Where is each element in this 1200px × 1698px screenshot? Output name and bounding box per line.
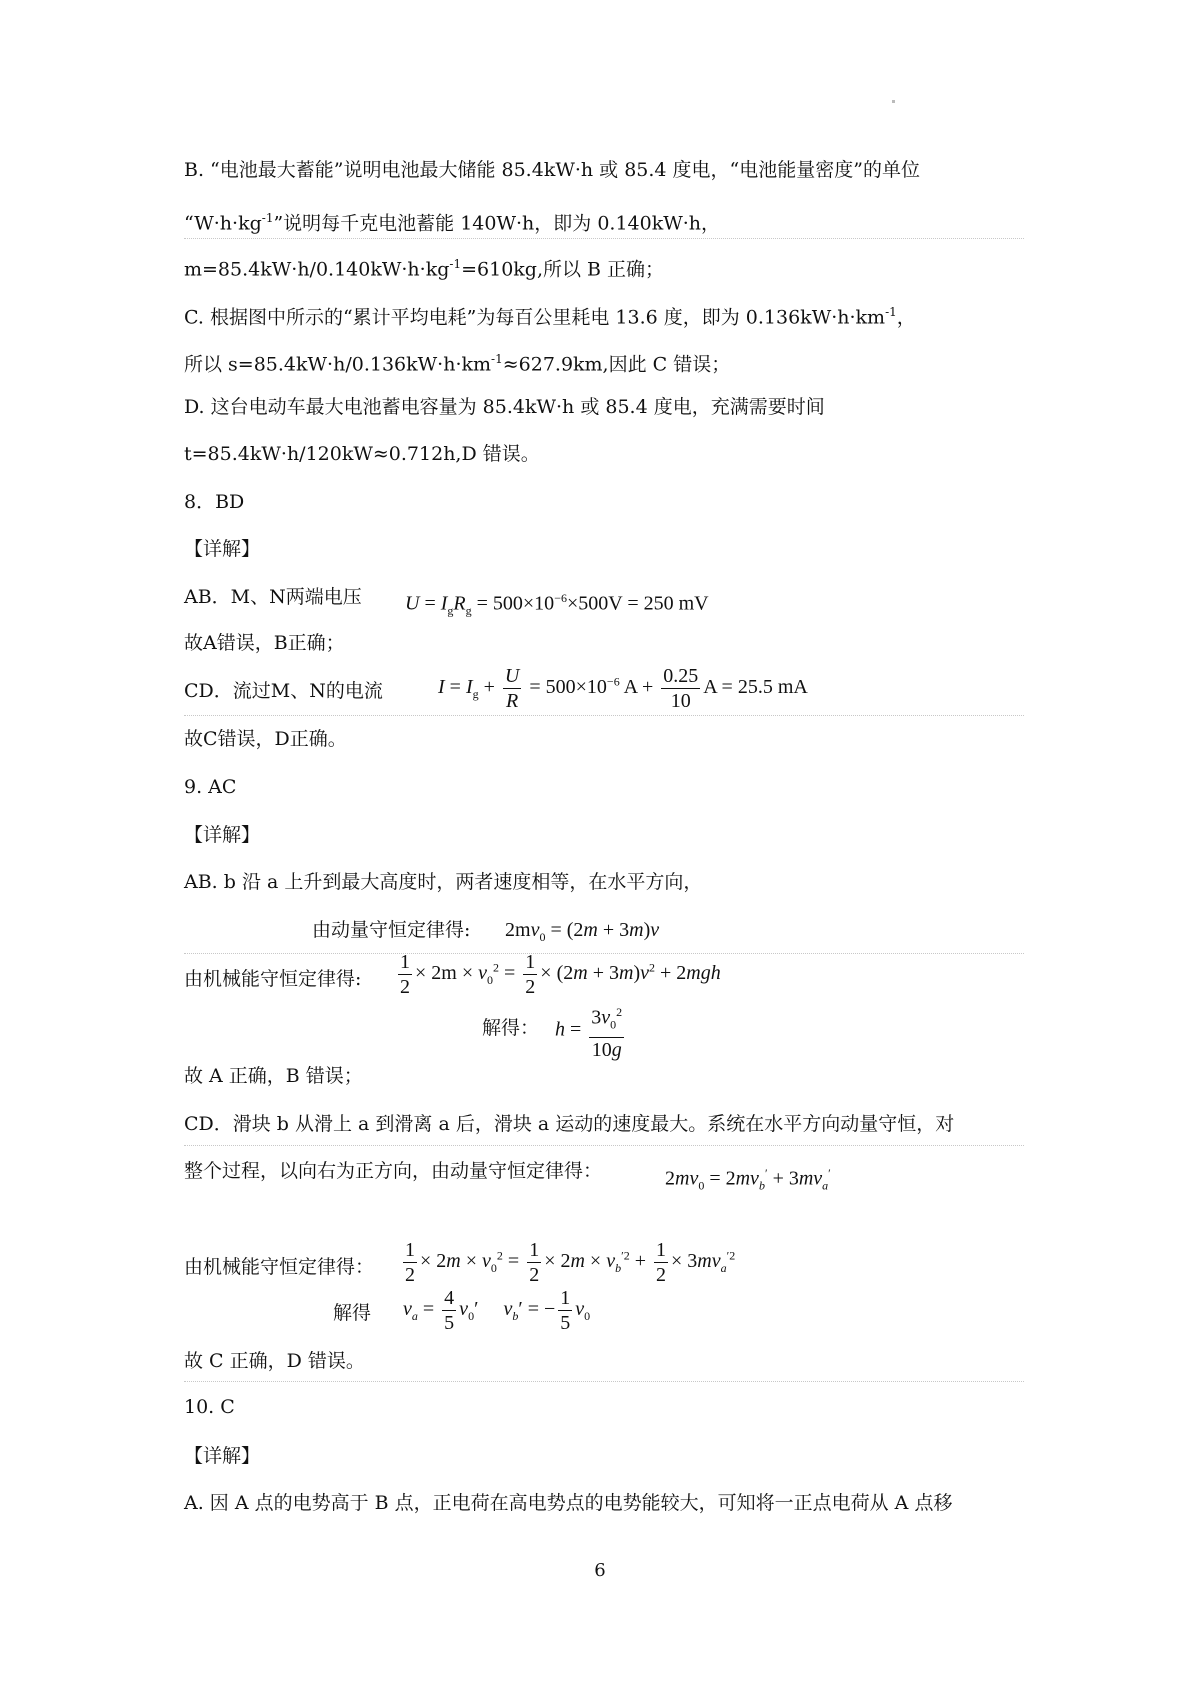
q9-solve-formula: h = $\frac{3v_0^2}{10g}$ [555, 1000, 627, 1062]
detail-heading-10: 【详解】 [184, 1445, 261, 1467]
page-number: 6 [594, 1560, 606, 1581]
text-line-b1: B. “电池最大蓄能”说明电池最大储能 85.4kW·h 或 85.4 度电，“电池能量密度”的单位 [184, 159, 920, 181]
text-line-c1: C. 根据图中所示的“累计平均电耗”为每百公里耗电 13.6 度，即为 $0.136kW\cdot h\cdot km^{-1}$， [184, 305, 916, 329]
q8-ab-conclusion: 故A错误，B正确； [184, 632, 345, 654]
q9-solve2-formula: $v_a$ = $\frac{4}{5}$ $v_0'$ $v_b'$ = − $\frac{1}{5}$ $v_0$ [403, 1287, 591, 1334]
q9-energy-label: 由机械能守恒定律得: [184, 968, 362, 990]
question-9-answer: 9. AC [184, 776, 237, 798]
q9-ab-text: AB. b 沿 a 上升到最大高度时，两者速度相等，在水平方向， [184, 871, 703, 893]
q8-cd-label: CD．流过M、N的电流 [184, 680, 383, 702]
question-10-answer: 10. C [184, 1396, 235, 1418]
q8-cd-conclusion: 故C错误，D正确。 [184, 728, 347, 750]
detail-heading-8: 【详解】 [184, 538, 261, 560]
text-line-d1: D. 这台电动车最大电池蓄电容量为 85.4kW·h 或 85.4 度电，充满需要时间 [184, 396, 825, 418]
scan-speck [892, 100, 895, 103]
q10-a-text: A. 因 A 点的电势高于 B 点，正电荷在高电势点的电势能较大，可知将一正点电荷从 A 点移 [184, 1492, 953, 1514]
dotted-rule [184, 715, 1024, 716]
q9-energy-formula: $\frac{1}{2}$ × $2m \times v_0^2$ = $\frac{1}{2}$ × $(2m + 3m)v^2 + 2mgh$ [400, 951, 721, 998]
dotted-rule [184, 238, 1024, 239]
q9-momentum-label: 由动量守恒定律得: [312, 919, 471, 941]
q9-energy2-formula: $\frac{1}{2}$ × $2m \times v_0^2$ = $\frac{1}{2}$ × $2m \times v_b^{'2}$ + $\frac{1}{2}$ × $3mv_a^{'2}$ [405, 1239, 736, 1286]
q8-cd-formula: $I = I_g$ + $\frac{U}{R}$ = $500\times 10^{-6}$ A + $\frac{0.25}{10}$ A = 25.5 mA [438, 665, 808, 712]
q9-ab-conclusion: 故 A 正确，B 错误； [184, 1065, 363, 1087]
q9-cd-text-2: 整个过程，以向右为正方向，由动量守恒定律得： [184, 1160, 603, 1182]
question-8-answer: 8．BD [184, 491, 245, 513]
dotted-rule [184, 1145, 1024, 1146]
dotted-rule [184, 1381, 1024, 1382]
q9-solve-label: 解得： [482, 1017, 540, 1039]
q9-cd-momentum-formula: $2mv_0 = 2mv_b' + 3mv_a'$ [665, 1166, 831, 1193]
q9-cd-text-1: CD．滑块 b 从滑上 a 到滑离 a 后，滑块 a 运动的速度最大。系统在水平方向动量守恒，对 [184, 1113, 955, 1135]
text-line-b3: $m=85.4kW\cdot h/0.140kW\cdot h\cdot kg^{-1}=610kg$,所以 B 正确； [184, 257, 665, 281]
text-line-b2: “$W\cdot h\cdot kg^{-1}$”说明每千克电池蓄能 140W·h，即为 0.140kW·h， [184, 211, 721, 235]
text-line-c2: 所以 $s=85.4kW\cdot h/0.136kW\cdot h\cdot km^{-1}\approx 627.9km$,因此 C 错误； [184, 352, 731, 376]
q8-ab-formula: $U = I_gR_g = 500\times 10^{-6}\times 500V = 250$ mV [405, 591, 709, 618]
text-line-d2: t=85.4kW·h/120kW≈0.712h,D 错误。 [184, 443, 540, 465]
detail-heading-9: 【详解】 [184, 824, 261, 846]
q8-ab-label: AB．M、N两端电压 [184, 586, 362, 608]
q9-momentum-formula: $2mv_0 = (2m + 3m)v$ [505, 919, 660, 944]
q9-cd-conclusion: 故 C 正确，D 错误。 [184, 1350, 365, 1372]
q9-solve2-label: 解得 [333, 1302, 372, 1324]
q9-energy2-label: 由机械能守恒定律得： [184, 1256, 375, 1278]
